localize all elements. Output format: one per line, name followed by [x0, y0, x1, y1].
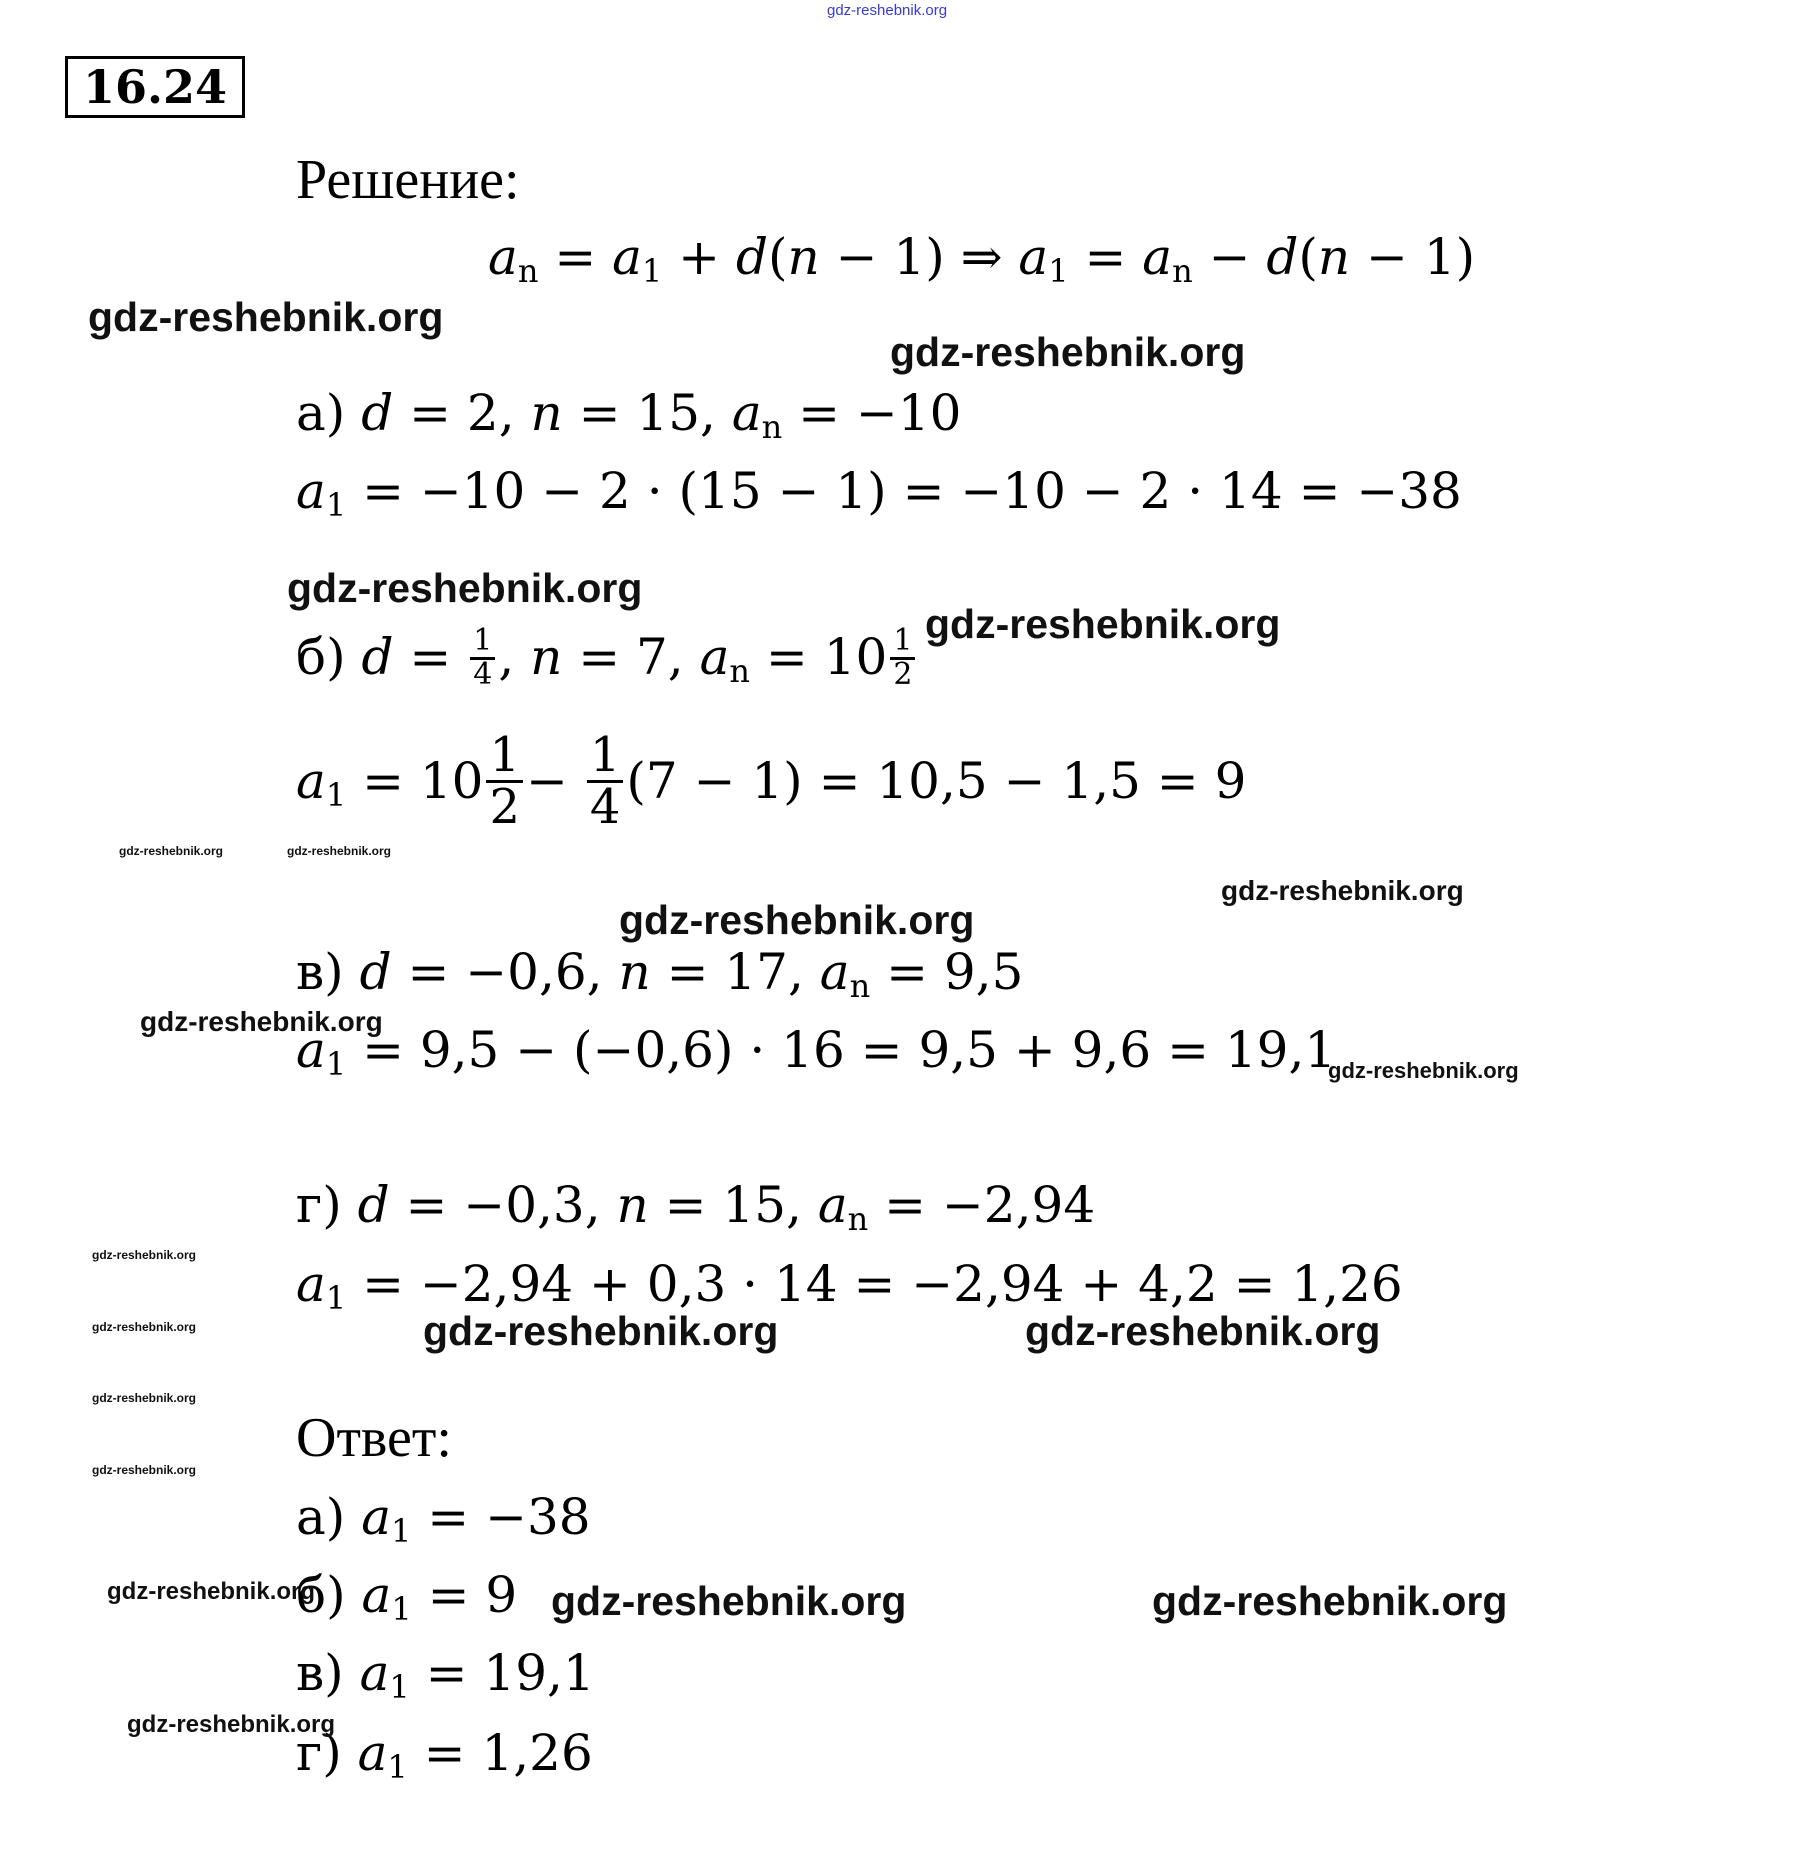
math-text: = 9,5 − (−0,6) · 16 = 9,5 + 9,6 = 19,1: [346, 1021, 1337, 1079]
math-text: +: [662, 228, 736, 286]
part-d-calculation: [296, 1255, 1403, 1317]
part-a-condition: [296, 384, 962, 446]
answer-a: [296, 1488, 591, 1550]
math-subscript: 1: [641, 252, 663, 290]
math-text: г): [296, 1724, 358, 1782]
math-text: −: [526, 751, 584, 810]
answer-c: [296, 1644, 595, 1706]
math-text: (: [1298, 228, 1318, 286]
math-variable: d: [361, 384, 394, 442]
math-variable: a: [296, 751, 326, 810]
math-subscript: 1: [325, 775, 347, 814]
watermark: gdz-reshebnik.org: [119, 844, 224, 858]
math-text: = 9: [411, 1566, 518, 1624]
fraction: [470, 625, 495, 690]
watermark: gdz-reshebnik.org: [107, 1578, 316, 1605]
math-text: = −0,3,: [389, 1176, 617, 1234]
math-text: а): [296, 1488, 362, 1546]
math-variable: n: [1317, 228, 1351, 286]
math-subscript: 1: [325, 1045, 347, 1083]
math-subscript: 1: [391, 1590, 412, 1628]
math-variable: a: [819, 943, 850, 1001]
math-text: г): [296, 1176, 358, 1234]
math-variable: a: [361, 1566, 392, 1624]
math-text: =: [1068, 228, 1143, 286]
math-text: = 15,: [562, 384, 732, 442]
math-text: в): [296, 943, 360, 1001]
watermark: gdz-reshebnik.org: [619, 897, 975, 943]
math-variable: n: [618, 943, 651, 1001]
math-text: =: [538, 228, 613, 286]
solution-label: Решение:: [296, 149, 520, 211]
math-text: = −10 − 2 · (15 − 1) = −10 − 2 · 14 = −38: [346, 462, 1462, 520]
watermark: gdz-reshebnik.org: [88, 294, 444, 340]
fraction: [890, 625, 915, 690]
answer-b: [296, 1566, 518, 1628]
watermark: gdz-reshebnik.org: [287, 565, 643, 611]
watermark: gdz-reshebnik.org: [127, 1711, 336, 1738]
watermark: gdz-reshebnik.org: [140, 1006, 383, 1037]
math-text: = −38: [411, 1488, 591, 1546]
fraction: [587, 727, 624, 836]
math-subscript: n: [847, 1200, 869, 1238]
math-subscript: 1: [325, 486, 347, 524]
top-watermark[interactable]: gdz-reshebnik.org: [827, 2, 948, 19]
math-variable: a: [296, 1255, 326, 1313]
watermark: gdz-reshebnik.org: [423, 1308, 779, 1354]
math-text: −: [1192, 228, 1267, 286]
denominator: 2: [893, 656, 913, 692]
denominator: 4: [589, 779, 621, 836]
fraction: [486, 727, 523, 836]
math-variable: d: [361, 628, 394, 687]
watermark: gdz-reshebnik.org: [1328, 1058, 1519, 1083]
denominator: 2: [489, 779, 521, 836]
watermark: gdz-reshebnik.org: [92, 1391, 197, 1405]
math-text: (: [767, 228, 788, 286]
answer-d: [296, 1724, 593, 1786]
math-text: = 10: [346, 751, 484, 810]
math-subscript: n: [729, 652, 751, 691]
math-variable: a: [1142, 228, 1173, 286]
part-a-calculation: [296, 462, 1462, 524]
math-text: = 15,: [648, 1176, 818, 1234]
math-variable: a: [357, 1724, 388, 1782]
math-subscript: 1: [391, 1512, 412, 1550]
math-variable: d: [357, 1176, 390, 1234]
part-d-condition: [296, 1176, 1096, 1238]
math-text: = 17,: [650, 943, 820, 1001]
watermark: gdz-reshebnik.org: [890, 329, 1246, 375]
part-c-condition: [296, 943, 1024, 1005]
math-variable: n: [616, 1176, 649, 1234]
math-variable: d: [735, 228, 768, 286]
math-subscript: n: [1172, 252, 1193, 290]
math-subscript: n: [517, 252, 539, 290]
math-variable: n: [787, 228, 820, 286]
math-text: = 1,26: [407, 1724, 593, 1782]
math-text: = 10: [750, 628, 888, 687]
math-text: = −10: [782, 384, 962, 442]
watermark: gdz-reshebnik.org: [1025, 1308, 1381, 1354]
math-variable: n: [530, 628, 563, 687]
math-text: а): [296, 384, 362, 442]
watermark: gdz-reshebnik.org: [1152, 1578, 1508, 1624]
problem-number: 16.24: [65, 56, 245, 118]
math-text: б): [296, 628, 362, 687]
math-text: = −2,94 + 0,3 · 14 = −2,94 + 4,2 = 1,26: [346, 1255, 1403, 1313]
math-text: = 19,1: [409, 1644, 595, 1702]
math-variable: a: [612, 228, 642, 286]
numerator: 1: [470, 625, 495, 660]
math-variable: a: [359, 1644, 390, 1702]
math-text: в): [296, 1644, 360, 1702]
math-text: (7 − 1) = 10,5 − 1,5 = 9: [626, 751, 1247, 810]
math-variable: a: [817, 1176, 848, 1234]
watermark: gdz-reshebnik.org: [92, 1463, 197, 1477]
numerator: 1: [890, 625, 915, 660]
math-variable: a: [1018, 228, 1049, 286]
math-variable: a: [361, 1488, 392, 1546]
watermark: gdz-reshebnik.org: [1221, 875, 1464, 906]
math-text: − 1) ⇒: [819, 228, 1019, 286]
numerator: 1: [587, 730, 624, 783]
math-subscript: 1: [1048, 252, 1069, 290]
math-text: = 9,5: [870, 943, 1024, 1001]
math-text: = −2,94: [868, 1176, 1096, 1234]
watermark: gdz-reshebnik.org: [92, 1320, 197, 1334]
general-formula: [488, 228, 1476, 290]
math-variable: a: [699, 628, 730, 687]
math-subscript: 1: [325, 1279, 347, 1317]
watermark: gdz-reshebnik.org: [92, 1248, 197, 1262]
math-subscript: n: [849, 967, 871, 1005]
answer-label: Ответ:: [296, 1407, 452, 1469]
math-variable: a: [296, 462, 326, 520]
watermark: gdz-reshebnik.org: [925, 601, 1281, 647]
part-b-condition: [296, 625, 918, 690]
math-text: = 7,: [562, 628, 700, 687]
math-text: − 1): [1350, 228, 1476, 286]
math-variable: a: [731, 384, 762, 442]
watermark: gdz-reshebnik.org: [551, 1578, 907, 1624]
math-text: = −0,6,: [391, 943, 619, 1001]
part-c-calculation: [296, 1021, 1337, 1083]
math-variable: a: [488, 228, 518, 286]
math-text: ,: [498, 628, 531, 687]
math-text: =: [393, 628, 468, 687]
math-text: б): [296, 1566, 362, 1624]
math-subscript: n: [761, 408, 783, 446]
math-variable: a: [296, 1021, 326, 1079]
denominator: 4: [473, 656, 493, 692]
math-variable: d: [1266, 228, 1299, 286]
math-variable: d: [359, 943, 392, 1001]
math-subscript: 1: [389, 1668, 410, 1706]
numerator: 1: [486, 730, 523, 783]
math-subscript: 1: [387, 1748, 408, 1786]
watermark: gdz-reshebnik.org: [287, 844, 392, 858]
part-b-calculation: [296, 727, 1247, 836]
math-variable: n: [530, 384, 563, 442]
math-text: = 2,: [393, 384, 531, 442]
